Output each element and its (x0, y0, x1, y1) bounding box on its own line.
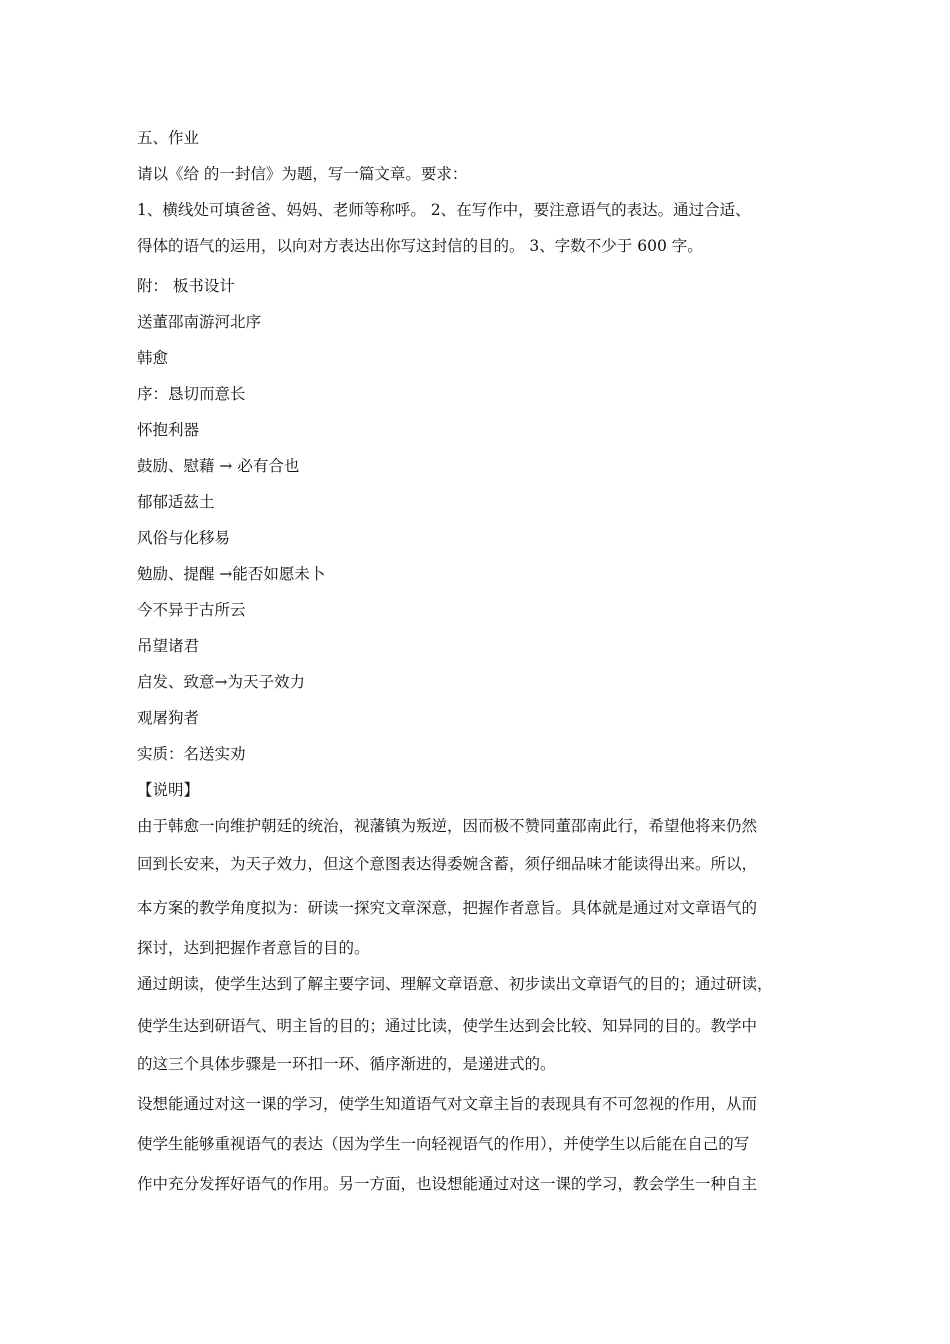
board-line: 今不异于古所云 (137, 601, 246, 619)
notes-paragraph-line: 由于韩愈一向维护朝廷的统治，视藩镇为叛逆，因而极不赞同董邵南此行，希望他将来仍然 (137, 817, 758, 835)
notes-heading: 【说明】 (137, 781, 200, 799)
notes-paragraph-line: 设想能通过对这一课的学习，使学生知道语气对文章主旨的表现具有不可忽视的作用，从而 (137, 1095, 758, 1113)
board-line: 风俗与化移易 (137, 529, 231, 547)
board-line: 怀抱利器 (137, 421, 200, 439)
board-title: 送董邵南游河北序 (137, 313, 262, 331)
board-line: 郁郁适兹土 (137, 493, 215, 511)
notes-paragraph-line: 回到长安来，为天子效力，但这个意图表达得委婉含蓄，须仔细品味才能读得出来。所以， (137, 855, 758, 873)
board-design-heading: 附： 板书设计 (137, 277, 235, 295)
board-line: 鼓励、慰藉 → 必有合也 (137, 457, 300, 475)
board-line: 实质：名送实劝 (137, 745, 246, 763)
notes-paragraph-line: 探讨，达到把握作者意旨的目的。 (137, 939, 370, 957)
homework-prompt: 请以《给 的一封信》为题，写一篇文章。要求： (137, 165, 468, 183)
notes-paragraph-line: 使学生能够重视语气的表达（因为学生一向轻视语气的作用），并使学生以后能在自己的写 (137, 1135, 750, 1153)
board-line: 观屠狗者 (137, 709, 200, 727)
board-author: 韩愈 (137, 349, 169, 367)
board-line: 启发、致意→为天子效力 (137, 673, 305, 691)
notes-paragraph-line: 作中充分发挥好语气的作用。另一方面，也设想能通过对这一课的学习，教会学生一种自主 (137, 1175, 758, 1193)
homework-requirements-line: 1、横线处可填爸爸、妈妈、老师等称呼。 2、在写作中，要注意语气的表达。通过合适、 (137, 201, 751, 219)
board-line: 序：恳切而意长 (137, 385, 246, 403)
homework-heading: 五、作业 (137, 129, 200, 147)
notes-paragraph-line: 通过朗读，使学生达到了解主要字词、理解文章语意、初步读出文章语气的目的；通过研读， (137, 975, 773, 993)
notes-paragraph-line: 使学生达到研语气、明主旨的目的；通过比读，使学生达到会比较、知异同的目的。教学中 (137, 1017, 758, 1035)
notes-paragraph-line: 的这三个具体步骤是一环扣一环、循序渐进的，是递进式的。 (137, 1055, 556, 1073)
notes-paragraph-line: 本方案的教学角度拟为：研读一探究文章深意，把握作者意旨。具体就是通过对文章语气的 (137, 899, 758, 917)
board-line: 吊望诸君 (137, 637, 200, 655)
board-line: 勉励、提醒 →能否如愿未卜 (137, 565, 326, 583)
homework-requirements-line: 得体的语气的运用，以向对方表达出你写这封信的目的。 3、字数不少于 600 字。 (137, 237, 703, 255)
